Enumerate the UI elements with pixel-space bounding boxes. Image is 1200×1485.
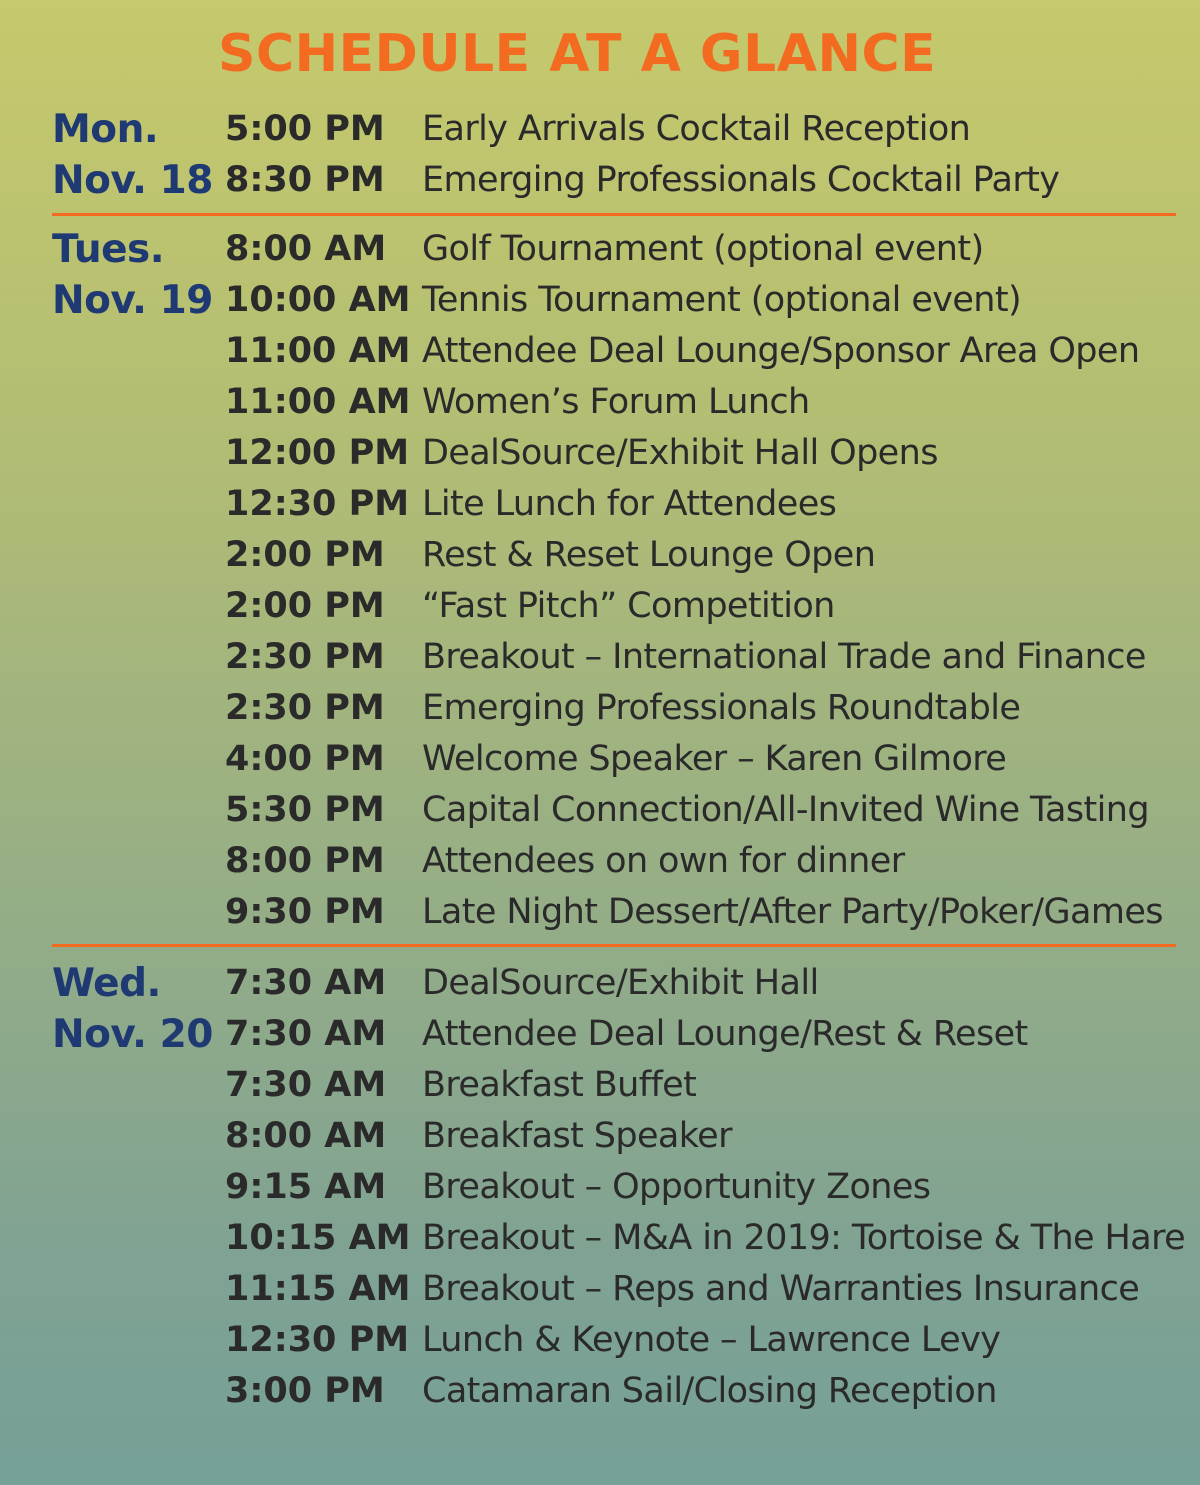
event-name: Breakout – International Trade and Finance <box>422 637 1146 677</box>
event-time: 5:30 PM <box>225 790 385 830</box>
event-time: 11:00 AM <box>225 331 411 371</box>
event-time: 12:30 PM <box>225 484 410 524</box>
schedule-row <box>0 1366 1200 1417</box>
event-time: 3:00 PM <box>225 1371 385 1411</box>
section-divider <box>52 944 1176 947</box>
event-time: 10:15 AM <box>225 1218 411 1258</box>
day-date: Nov. 20 <box>52 1012 213 1057</box>
event-time: 7:30 AM <box>225 1065 387 1105</box>
section-divider <box>52 213 1176 216</box>
event-name: Golf Tournament (optional event) <box>422 229 984 269</box>
schedule-row <box>0 683 1200 734</box>
schedule-row <box>0 734 1200 785</box>
event-name: Attendee Deal Lounge/Sponsor Area Open <box>422 331 1140 371</box>
event-time: 10:00 AM <box>225 280 411 320</box>
schedule-row <box>0 581 1200 632</box>
event-name: Lite Lunch for Attendees <box>422 484 837 524</box>
schedule-row <box>0 428 1200 479</box>
schedule-row <box>0 479 1200 530</box>
schedule-row <box>0 1009 1200 1060</box>
event-name: Breakout – M&A in 2019: Tortoise & The Hare <box>422 1218 1186 1258</box>
event-name: DealSource/Exhibit Hall Opens <box>422 433 938 473</box>
schedule-row <box>0 1111 1200 1162</box>
event-name: Breakfast Speaker <box>422 1116 732 1156</box>
event-time: 11:15 AM <box>225 1269 411 1309</box>
schedule-row <box>0 1315 1200 1366</box>
schedule-row <box>0 836 1200 887</box>
event-name: Attendee Deal Lounge/Rest & Reset <box>422 1014 1028 1054</box>
event-time: 4:00 PM <box>225 739 385 779</box>
event-time: 7:30 AM <box>225 1014 387 1054</box>
event-time: 2:30 PM <box>225 688 385 728</box>
event-time: 12:00 PM <box>225 433 410 473</box>
schedule-row <box>0 104 1200 155</box>
page-title: SCHEDULE AT A GLANCE <box>218 24 937 84</box>
event-time: 7:30 AM <box>225 963 387 1003</box>
event-name: Breakout – Opportunity Zones <box>422 1167 931 1207</box>
event-time: 8:30 PM <box>225 160 385 200</box>
event-time: 2:30 PM <box>225 637 385 677</box>
event-name: Emerging Professionals Cocktail Party <box>422 160 1060 200</box>
event-name: Attendees on own for dinner <box>422 841 905 881</box>
event-time: 2:00 PM <box>225 586 385 626</box>
event-time: 2:00 PM <box>225 535 385 575</box>
event-time: 9:15 AM <box>225 1167 387 1207</box>
event-name: DealSource/Exhibit Hall <box>422 963 819 1003</box>
schedule-row <box>0 1162 1200 1213</box>
event-name: Breakout – Reps and Warranties Insurance <box>422 1269 1140 1309</box>
event-name: Emerging Professionals Roundtable <box>422 688 1021 728</box>
event-name: Early Arrivals Cocktail Reception <box>422 109 971 149</box>
event-name: Tennis Tournament (optional event) <box>422 280 1022 320</box>
schedule-row <box>0 326 1200 377</box>
schedule-row <box>0 785 1200 836</box>
event-name: Women’s Forum Lunch <box>422 382 810 422</box>
event-name: Welcome Speaker – Karen Gilmore <box>422 739 1007 779</box>
event-time: 12:30 PM <box>225 1320 410 1360</box>
schedule-row <box>0 155 1200 206</box>
schedule-row <box>0 1213 1200 1264</box>
day-weekday: Mon. <box>52 107 159 152</box>
day-date: Nov. 18 <box>52 158 213 203</box>
event-name: Capital Connection/All-Invited Wine Tasting <box>422 790 1149 830</box>
event-time: 8:00 AM <box>225 229 387 269</box>
schedule-row <box>0 275 1200 326</box>
schedule-row <box>0 530 1200 581</box>
event-time: 8:00 AM <box>225 1116 387 1156</box>
event-time: 5:00 PM <box>225 109 385 149</box>
day-weekday: Tues. <box>52 227 165 272</box>
schedule-row <box>0 632 1200 683</box>
schedule-row <box>0 1060 1200 1111</box>
schedule-row <box>0 887 1200 938</box>
schedule-row <box>0 377 1200 428</box>
event-time: 8:00 PM <box>225 841 385 881</box>
day-date: Nov. 19 <box>52 278 213 323</box>
event-time: 9:30 PM <box>225 892 385 932</box>
event-name: Lunch & Keynote – Lawrence Levy <box>422 1320 1001 1360</box>
event-name: “Fast Pitch” Competition <box>422 586 835 626</box>
event-name: Breakfast Buffet <box>422 1065 697 1105</box>
schedule-row <box>0 1264 1200 1315</box>
event-name: Catamaran Sail/Closing Reception <box>422 1371 997 1411</box>
schedule-row <box>0 958 1200 1009</box>
event-time: 11:00 AM <box>225 382 411 422</box>
event-name: Rest & Reset Lounge Open <box>422 535 876 575</box>
schedule-row <box>0 224 1200 275</box>
day-weekday: Wed. <box>52 961 161 1006</box>
event-name: Late Night Dessert/After Party/Poker/Games <box>422 892 1163 932</box>
